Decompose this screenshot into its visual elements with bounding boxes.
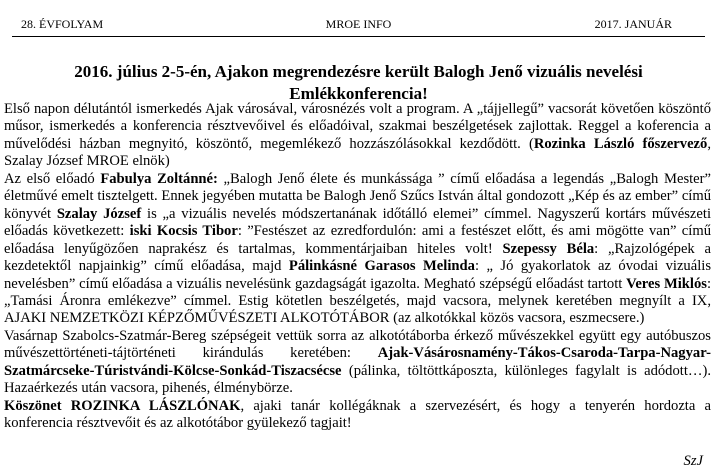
paragraph-excursion <box>4 328 711 398</box>
author-signature: SzJ <box>683 453 703 469</box>
page-header <box>8 0 709 34</box>
article-title: 2016. július 2-5-én, Ajakon megrendezésre került Balogh Jenő vizuális nevelési Emlékkonferencia! <box>74 62 643 103</box>
opening-tail: , Szalay József MROE elnök) <box>4 135 711 170</box>
lectures-text-4: : ”Festészet az ezredfordulón: ami a festészet előtt, és ami mögötte van” című előadása lenyűgözően naprakész és tartalmas, kommentárjaiban hiteles volt! <box>4 223 711 257</box>
thanks-text: , ajaki tanár kollégáknak a szervezésért, és hogy a tenyerén hordozta a konferencia résztvevőit és az alkotótábor gyülekező tagjait! <box>4 397 711 432</box>
paragraph-thanks <box>4 398 711 433</box>
lectures-text-3: is „a vizuális nevelés módszertanának időtálló elemei” címmel. Nagyszerű kortárs művészeti előadás következett: <box>4 205 711 240</box>
volume-label: 28. ÉVFOLYAM <box>21 17 104 31</box>
excursion-route: Ajak-Vásárosnamény-Tákos-Csaroda-Tarpa-Nagyar-Szatmárcseke-Túristvándi-Kölcse-Sonkád-Tiszacsécse <box>4 345 711 379</box>
excursion-text-2: (pálinka, töltöttkáposzta, különleges fagylalt is adódott…). Hazaérkezés után vacsora, pihenés, élménybörze. <box>4 362 711 397</box>
speaker-kocsis: iski Kocsis Tibor <box>129 223 238 240</box>
lectures-text-7: : „Tamási Áronra emlékezve” címmel. Estig kötetlen beszélgetés, majd vacsora, melynek keretében megnyílt a IX, AJAKI NEMZETKÖZI KÉPZŐMŰVÉSZETI ALKOTÓTÁBOR (az alkotókkal közös vacsora, eszmecsere.) <box>4 275 712 327</box>
paragraph-lectures <box>4 171 711 328</box>
paragraph-opening <box>4 101 711 171</box>
speaker-szalay: Szalay József <box>56 205 142 222</box>
lectures-text-6: : „ Jó gyakorlatok az óvodai vizuális nevelésben” című előadása a vizuális nevelésünk gazdagságát igazolta. Megható szépségű előadást tartott <box>4 258 711 292</box>
thanks-heading: Köszönet ROZINKA LÁSZLÓNAK <box>4 397 241 414</box>
lectures-text-1: Az első előadó <box>4 170 101 187</box>
publication-name: MROE INFO <box>325 17 392 31</box>
speaker-veres: Veres Miklós <box>626 275 707 292</box>
lectures-text-2: „Balogh Jenő élete és munkássága ” című előadása a legendás „Balogh Mester” életművé emelt tisztelgett. Ennek jegyében mutatta be Balogh Jenő Szűcs István által gondozott „Kép és az ember” című könyvét <box>4 170 711 222</box>
speaker-palinkasne: Pálinkásné Garasos Melinda <box>288 258 475 275</box>
opening-text: Első napon délutántól ismerkedés Ajak városával, városnézés volt a program. A „tájjellegű” vacsorát követően köszöntő műsor, ismerkedés a konferencia résztvevőivel és előadóival, szakmai beszélgetések zajlottak. Reggel a koferencia a művelődési házban megnyitó, köszöntő, megemlékező hozzászólásokkal kezdődött. ( <box>4 101 711 152</box>
lectures-text-5: : „Rajzológépek a kezdetektől napjainkig” című előadása, majd <box>4 240 711 275</box>
article-body <box>4 101 711 433</box>
organizer-name: Rozinka László főszervező <box>533 135 708 152</box>
issue-date: 2017. JANUÁR <box>594 17 672 31</box>
header-divider <box>12 36 705 37</box>
excursion-text-1: Vasárnap Szabolcs-Szatmár-Bereg szépségeit vettük sorra az alkotótáborba érkező művészekkel együtt egy autóbuszos művészettörténeti-tájtörténeti kirándulás keretében: <box>4 327 711 362</box>
speaker-fabulya: Fabulya Zoltánné: <box>100 170 218 187</box>
speaker-szepessy: Szepessy Béla <box>502 240 595 257</box>
